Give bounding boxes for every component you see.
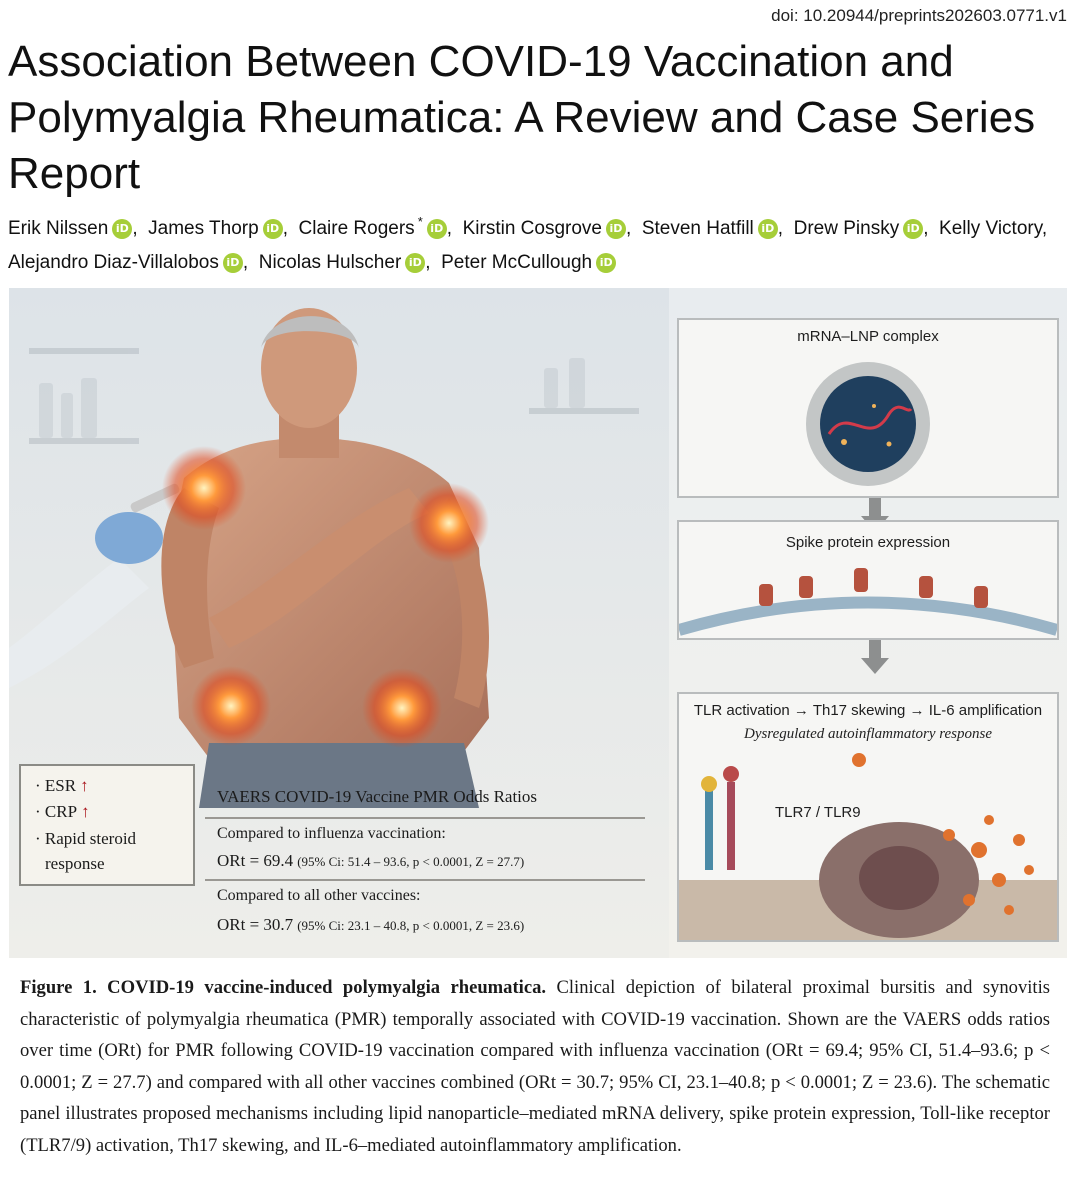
cell-membrane — [679, 603, 1057, 631]
author-name[interactable]: Nicolas Hulscher — [258, 252, 402, 273]
odds-ratio-title: VAERS COVID-19 Vaccine PMR Odds Ratios — [217, 787, 538, 806]
tlr-illustration — [679, 740, 1057, 940]
influenza-odds-ratio — [217, 851, 524, 871]
esr-label: ESR — [44, 776, 77, 795]
paper-title: Association Between COVID-19 Vaccination and Polymyalgia Rheumatica: A Review and Case Series Report — [8, 37, 1036, 198]
figure-1 — [9, 288, 1067, 958]
orcid-icon[interactable]: iD — [405, 253, 425, 273]
glove — [95, 512, 163, 564]
orcid-icon[interactable]: iD — [758, 219, 778, 239]
orcid-icon[interactable]: iD — [427, 219, 447, 239]
steroid-item: · Rapid steroid — [35, 829, 137, 848]
inflamed-right-hip — [362, 668, 442, 748]
inflamed-right-shoulder — [409, 483, 489, 563]
author-name[interactable]: Kirstin Cosgrove — [462, 218, 602, 239]
all-vaccines-ort-stats: (95% Ci: 23.1 – 40.8, p < 0.0001, Z = 23.6) — [297, 918, 525, 933]
author-name[interactable]: Peter McCullough — [441, 252, 593, 273]
inflamed-left-hip — [191, 666, 271, 746]
arrow-down-icon — [861, 640, 889, 674]
author-name[interactable]: James Thorp — [148, 218, 259, 239]
author — [148, 218, 283, 239]
steroid-label-line1: Rapid steroid — [44, 829, 137, 848]
tlr-receptor — [727, 782, 735, 870]
all-vaccines-ort-value: ORt = 30.7 — [217, 915, 294, 934]
author-name[interactable]: Drew Pinsky — [793, 218, 900, 239]
influenza-ort-value: ORt = 69.4 — [217, 851, 294, 870]
steroid-item-line2: response — [45, 854, 105, 873]
orcid-icon[interactable]: iD — [223, 253, 243, 273]
orcid-icon[interactable]: iD — [112, 219, 132, 239]
author — [939, 218, 1042, 239]
influenza-ort-stats: (95% Ci: 51.4 – 93.6, p < 0.0001, Z = 27.7) — [297, 854, 525, 869]
author-name[interactable]: Steven Hatfill — [641, 218, 754, 239]
author — [794, 218, 924, 239]
lnp-core — [820, 376, 916, 472]
mrna-lnp-panel — [677, 318, 1059, 498]
tlr-receptor — [705, 790, 713, 870]
autoinflammatory-label: Dysregulated autoinflammatory response — [743, 726, 993, 742]
tlr-receptor-label: TLR7 / TLR9 — [775, 804, 861, 821]
tlr-chain-label: TLR activation → Th17 skewing → IL-6 amplification — [693, 702, 1043, 719]
author — [259, 252, 426, 273]
author — [298, 214, 447, 239]
lnp-particle-illustration — [679, 354, 1057, 494]
lab-findings-box — [19, 764, 195, 886]
influenza-comparison-label: Compared to influenza vaccination: — [217, 825, 446, 842]
caption-label: Figure 1. COVID-19 vaccine-induced polymyalgia rheumatica. — [20, 977, 547, 998]
author-name[interactable]: Kelly Victory — [939, 218, 1042, 239]
author-name[interactable]: Claire Rogers — [298, 218, 415, 239]
divider — [205, 879, 645, 881]
divider — [205, 817, 645, 819]
membrane-illustration — [679, 560, 1057, 640]
arrow-up-icon: ↑ — [81, 802, 90, 821]
caption-text: Clinical depiction of bilateral proximal bursitis and synovitis characteristic of polymyalgia rheumatica (PMR) temporally associated with COVID-19 vaccination. Shown are the VAERS odds ratios over time (ORt) for PMR following COVID-19 vaccination compared with influenza vaccination (ORt = 69.4; 95% CI, 51.4–93.6; p < 0.0001; Z = 27.7) and compared with all other vaccines combined (ORt = 30.7; 95% CI, 23.1–40.8; p < 0.0001; Z = 23.6). The schematic panel illustrates proposed mechanisms including lipid nanoparticle–mediated mRNA delivery, spike protein expression, Toll-like receptor (TLR7/9) activation, Th17 skewing, and IL-6–mediated autoinflammatory amplification. — [20, 977, 1050, 1156]
corresponding-author-mark: * — [417, 214, 423, 229]
author-list: Erik Nilssen iD , James Thorp iD , Claire Rogers * iD , Kirstin Cosgrove iD , Steven Hatfill iD , Drew Pinsky iD , Kelly Victory, Alejandro Diaz-Villalobos iD , Nicolas Hulscher iD , Peter McCullough iD — [8, 214, 1053, 273]
orcid-icon[interactable]: iD — [606, 219, 626, 239]
author — [441, 252, 616, 273]
author — [463, 218, 626, 239]
crp-item: · CRP ↑ — [35, 802, 90, 821]
orcid-icon[interactable]: iD — [263, 219, 283, 239]
crp-label: CRP — [44, 802, 78, 821]
spike-protein-label: Spike protein expression — [785, 534, 951, 551]
author — [8, 218, 132, 239]
mrna-lnp-label: mRNA–LNP complex — [797, 328, 939, 345]
orcid-icon[interactable]: iD — [903, 219, 923, 239]
author-name[interactable]: Alejandro Diaz-Villalobos — [8, 252, 219, 273]
doi-text[interactable]: doi: 10.20944/preprints202603.0771.v1 — [771, 6, 1067, 25]
author — [642, 218, 778, 239]
esr-item: · ESR ↑ — [35, 776, 89, 795]
figure-caption — [20, 972, 1050, 1162]
author — [8, 252, 243, 273]
arrow-up-icon: ↑ — [80, 776, 89, 795]
tlr-activation-panel — [677, 692, 1059, 942]
cell-nucleus — [859, 846, 939, 910]
author-name[interactable]: Erik Nilssen — [8, 218, 109, 239]
odds-ratio-box — [205, 773, 645, 953]
inflamed-left-shoulder — [162, 446, 246, 530]
all-vaccines-odds-ratio — [217, 915, 524, 935]
orcid-icon[interactable]: iD — [596, 253, 616, 273]
all-vaccines-comparison-label: Compared to all other vaccines: — [217, 887, 421, 904]
spike-protein-panel — [677, 520, 1059, 640]
